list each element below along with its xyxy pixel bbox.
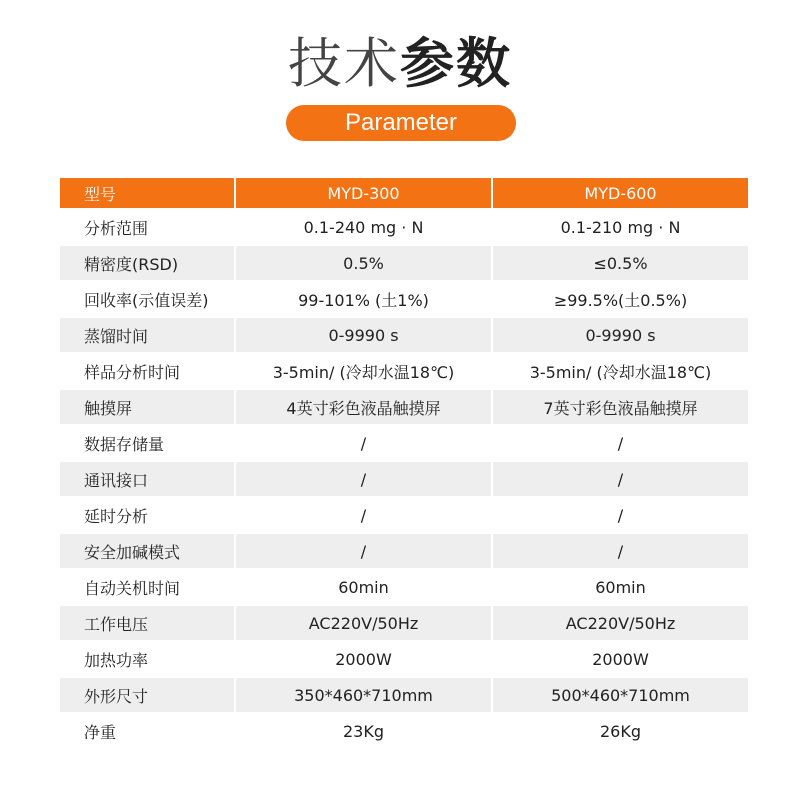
cell-myd-600: 3-5min/ (冷却水温18℃) — [491, 354, 748, 388]
cell-myd-300: 60min — [234, 570, 491, 604]
row-label: 加热功率 — [60, 642, 234, 676]
row-label: 样品分析时间 — [60, 354, 234, 388]
cell-myd-600: AC220V/50Hz — [491, 606, 748, 640]
row-label: 自动关机时间 — [60, 570, 234, 604]
cell-myd-600: 0-9990 s — [491, 318, 748, 352]
page-title-light: 技术 — [288, 32, 400, 95]
table-header-row — [60, 178, 748, 208]
cell-myd-300: 2000W — [234, 642, 491, 676]
table-row — [60, 282, 748, 316]
row-label: 外形尺寸 — [60, 678, 234, 712]
cell-myd-600: / — [491, 498, 748, 532]
header-model: 型号 — [60, 178, 234, 208]
row-label: 数据存储量 — [60, 426, 234, 460]
cell-myd-300: / — [234, 426, 491, 460]
cell-myd-300: 23Kg — [234, 714, 491, 748]
table-row — [60, 354, 748, 388]
table-row — [60, 246, 748, 280]
cell-myd-300: / — [234, 534, 491, 568]
header-myd-600: MYD-600 — [491, 178, 748, 208]
cell-myd-300: 350*460*710mm — [234, 678, 491, 712]
cell-myd-300: / — [234, 498, 491, 532]
table-row — [60, 318, 748, 352]
cell-myd-600: 500*460*710mm — [491, 678, 748, 712]
row-label: 工作电压 — [60, 606, 234, 640]
row-label: 蒸馏时间 — [60, 318, 234, 352]
table-row — [60, 462, 748, 496]
cell-myd-300: / — [234, 462, 491, 496]
row-label: 延时分析 — [60, 498, 234, 532]
cell-myd-600: ≤0.5% — [491, 246, 748, 280]
table-row — [60, 498, 748, 532]
table-row — [60, 210, 748, 244]
row-label: 安全加碱模式 — [60, 534, 234, 568]
spec-table — [60, 176, 748, 750]
row-label: 净重 — [60, 714, 234, 748]
row-label: 通讯接口 — [60, 462, 234, 496]
cell-myd-300: AC220V/50Hz — [234, 606, 491, 640]
cell-myd-600: / — [491, 462, 748, 496]
table-row — [60, 390, 748, 424]
table-row — [60, 678, 748, 712]
cell-myd-300: 0.1-240 mg · N — [234, 210, 491, 244]
row-label: 精密度(RSD) — [60, 246, 234, 280]
table-row — [60, 642, 748, 676]
table-row — [60, 426, 748, 460]
row-label: 触摸屏 — [60, 390, 234, 424]
row-label: 分析范围 — [60, 210, 234, 244]
cell-myd-600: 0.1-210 mg · N — [491, 210, 748, 244]
cell-myd-600: ≥99.5%(土0.5%) — [491, 282, 748, 316]
table-row — [60, 534, 748, 568]
page-title-bold: 参数 — [400, 32, 512, 95]
cell-myd-300: 4英寸彩色液晶触摸屏 — [234, 390, 491, 424]
header-myd-300: MYD-300 — [234, 178, 491, 208]
table-row — [60, 606, 748, 640]
cell-myd-600: 60min — [491, 570, 748, 604]
subtitle-badge: Parameter — [286, 105, 516, 141]
cell-myd-300: 3-5min/ (冷却水温18℃) — [234, 354, 491, 388]
page-title — [0, 28, 800, 100]
cell-myd-300: 0.5% — [234, 246, 491, 280]
cell-myd-600: 26Kg — [491, 714, 748, 748]
cell-myd-600: / — [491, 534, 748, 568]
cell-myd-600: 7英寸彩色液晶触摸屏 — [491, 390, 748, 424]
cell-myd-300: 99-101% (土1%) — [234, 282, 491, 316]
table-row — [60, 570, 748, 604]
table-row — [60, 714, 748, 748]
cell-myd-600: / — [491, 426, 748, 460]
cell-myd-600: 2000W — [491, 642, 748, 676]
cell-myd-300: 0-9990 s — [234, 318, 491, 352]
row-label: 回收率(示值误差) — [60, 282, 234, 316]
